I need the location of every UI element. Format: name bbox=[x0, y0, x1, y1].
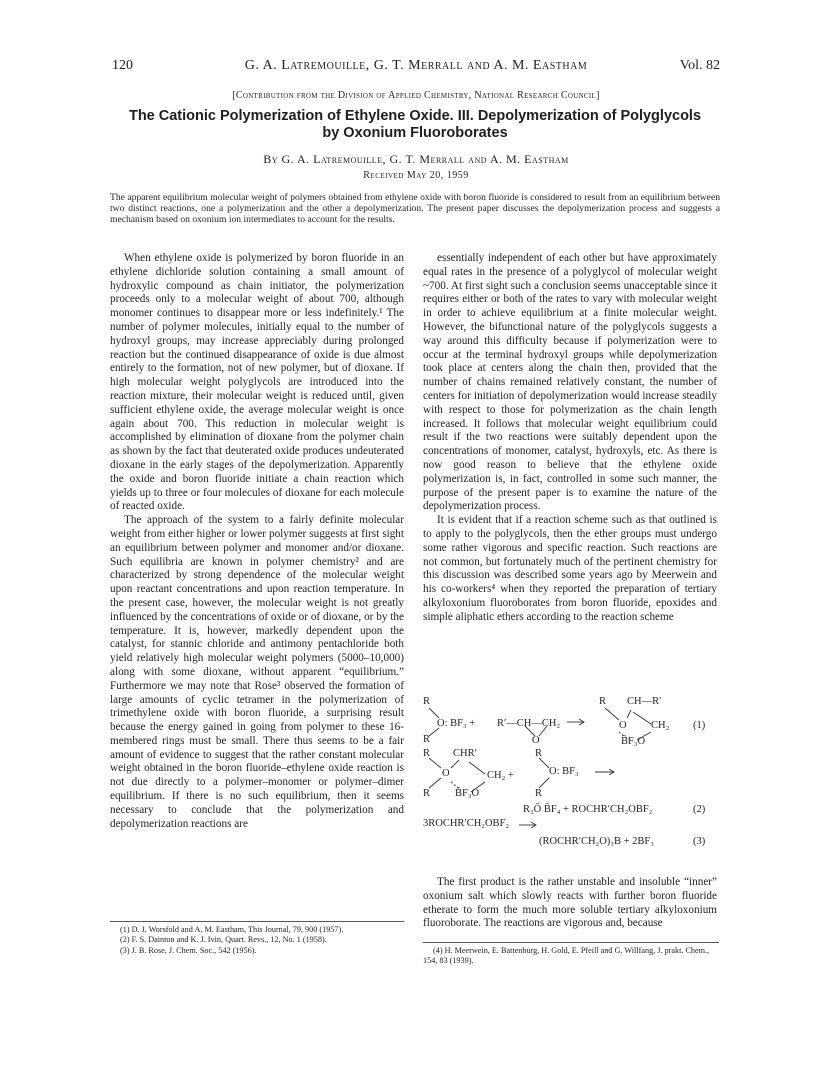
footnote-rule bbox=[423, 942, 719, 943]
scheme-epoxide: R′—CH—CH₂ bbox=[497, 718, 561, 729]
eq3-left: 3ROCHR′CH₂OBF₂ bbox=[423, 818, 510, 829]
scheme-o: O bbox=[532, 735, 540, 746]
footnote: (4) H. Meerwein, E. Battenburg, H. Gold, E. Pfeill and G. Willfang, J. prakt. Chem., 154, 83 (1939). bbox=[423, 946, 710, 966]
received-date: Received May 20, 1959 bbox=[363, 170, 469, 181]
right-column-continued bbox=[423, 876, 717, 931]
footnotes-right bbox=[423, 946, 719, 967]
footnote: (1) D. J. Worsfold and A. M. Eastham, This Journal, 79, 900 (1957). bbox=[120, 925, 344, 934]
scheme-o-bf3: O: BF₃ + bbox=[437, 718, 476, 729]
header-authors: G. A. Latremouille, G. T. Merrall and A. M. Eastham bbox=[244, 58, 588, 73]
footnotes-left bbox=[110, 925, 404, 956]
paragraph: When ethylene oxide is polymerized by boron fluoride in an ethylene dichloride solution containing a small amount of hydroxylic compound as chain initiator, the polymerization proceeds only to a molecular weight of about 700, although monomer continues to disappear more or less indefinitely.¹ The number of polymer molecules, initially equal to the number of hydroxyl groups, may increase appreciably during prolonged reaction but the continued disappearance of oxide is due almost entirely to the formation, not of new polymer, but of dioxane. If high molecular weight polyglycols are introduced into the reaction mixture, their molecular weight is reduced until, given sufficient ethylene oxide, the average molecular weight is once again about 700. This reduction in molecular weight is accomplished by elimination of dioxane from the polymer chain as shown by the fact that deuterated oxide produces undeuterated dioxane in the early stages of the depolymerization. Apparently the oxide and boron fluoride initiate a chain reaction which yields up to three or four molecules of dioxane for each molecule of reacted oxide. bbox=[110, 252, 404, 513]
paragraph: The first product is the rather unstable and insoluble “inner” oxonium salt which slowly reacts with further boron fluoride etherate to form the much more soluble tertiary alkyloxonium fluoroborate. The reactions are vigorous and, because bbox=[423, 876, 717, 930]
scheme-o: O bbox=[442, 768, 450, 779]
left-column bbox=[110, 252, 404, 831]
scheme-r: R bbox=[423, 734, 431, 745]
scheme-ch2-plus: CH₂ + bbox=[487, 770, 514, 781]
scheme-o: O bbox=[619, 720, 627, 731]
paragraph: It is evident that if a reaction scheme such as that outlined is to apply to the polyglycols, then the ether groups must undergo some rather vigorous and specific reaction. Such reactions are not common, but fortunately much of the pertinent chemistry for this discussion was described some years ago by Meerwein and his co-workers⁴ when they reported the preparation of tertiary alkyloxonium fluoroborates from boron fluoride, epoxides and simple aliphatic ethers according to the reaction scheme bbox=[423, 514, 717, 623]
scheme-r: R bbox=[535, 748, 543, 759]
paragraph: The approach of the system to a fairly definite molecular weight from either higher or lower polymer suggests at first sight an equilibrium between polymer and monomer and/or dioxane. Such equilibria are known in polymer chemistry² and are characterized by strong dependence of the molecular weight upon reactant concentrations and upon reaction temperature. In the present case, however, the molecular weight is not greatly influenced by the concentrations of oxide or of dioxane, or by the temperature. It is, however, markedly dependent upon the catalyst, for stannic chloride and antimony pentachloride both yield relatively high molecular weight polymers (5000–10,000) along with some dioxane, without apparent “equilibrium.” Furthermore we may note that Rose³ observed the formation of large amounts of cyclic tetramer in the polymerization of trimethylene oxide with boron fluoride, a surprising result because the energy gained in going from polymer to these 16-membered rings must be small. There thus seems to be a fair amount of evidence to suggest that the rather constant molecular weight obtained in the boron fluoride–ethylene oxide reaction is not due directly to a polymer–monomer or polymer–dimer equilibrium. If there is no such equilibrium, then it seems necessary to conclude that the polymerization and depolymerization reactions are bbox=[110, 514, 404, 830]
scheme-bf3o: B̄F₃O bbox=[621, 736, 646, 747]
eq1-number: (1) bbox=[693, 720, 706, 731]
eq2: R₃Ō B̄F₄ + ROCHR′CH₂OBF₂ bbox=[523, 804, 653, 815]
reaction-scheme bbox=[423, 696, 719, 872]
scheme-r: R bbox=[535, 788, 543, 799]
scheme-bf3o: B̄F₃O bbox=[455, 788, 480, 799]
contribution-line: [Contribution from the Division of Applied Chemistry, National Research Council] bbox=[232, 90, 600, 101]
scheme-r: R bbox=[423, 748, 431, 759]
footnote: (3) J. B. Rose, J. Chem. Soc., 542 (1956). bbox=[120, 945, 257, 955]
title-line-2: by Oxonium Fluoroborates bbox=[322, 125, 508, 141]
scheme-ch-r: CH—R′ bbox=[627, 696, 662, 707]
footnote: (2) F. S. Dainton and K. J. Ivin, Quart. Revs., 12, No. 1 (1958). bbox=[120, 935, 327, 945]
volume-label: Vol. 82 bbox=[679, 58, 720, 73]
eq3-right: (ROCHR′CH₂O)₃B + 2BF₃ bbox=[539, 836, 654, 847]
eq3-number: (3) bbox=[693, 836, 706, 847]
eq2-number: (2) bbox=[693, 804, 706, 815]
byline: By G. A. Latremouille, G. T. Merrall and A. M. Eastham bbox=[263, 152, 569, 166]
scheme-r: R bbox=[423, 696, 431, 707]
scheme-chr: CHR′ bbox=[453, 748, 477, 759]
scheme-o-bf3: O: BF₃ bbox=[549, 766, 579, 777]
right-column bbox=[423, 252, 717, 625]
article-title bbox=[100, 108, 730, 142]
page-number: 120 bbox=[112, 58, 133, 73]
running-header bbox=[112, 58, 720, 76]
title-line-1: The Cationic Polymerization of Ethylene Oxide. III. Depolymerization of Polyglycols bbox=[128, 108, 702, 124]
paragraph: essentially independent of each other but have approximately equal rates in the presence of a polyglycol of molecular weight ~700. At first sight such a conclusion seems unacceptable since it requires either or both of the rates to vary with molecular weight in order to achieve equilibrium at a finite molecular weight. However, the bifunctional nature of the polyglycols suggests a way around this difficulty because if polymerization were to occur at the terminal hydroxyl groups while depolymerization took place at centers along the chain then, provided that the number of chains remained relatively constant, the number of centers for initiation of depolymerization would increase steadily with respect to those for polymerization as the chain length increased. It follows that molecular weight equilibrium could result if the two reactions were suitably dependent upon the concentrations of monomer, catalyst, hydroxyls, etc. As there is now good reason to believe that the ethylene oxide polymerization is, in fact, controlled in some such manner, the purpose of the present paper is to examine the nature of the depolymerization process. bbox=[423, 252, 717, 513]
scheme-r: R bbox=[423, 788, 431, 799]
footnote-rule bbox=[110, 921, 404, 922]
abstract: The apparent equilibrium molecular weight of polymers obtained from ethylene oxide with boron fluoride is considered to result from an equilibrium between two distinct reactions, one a polymerization and the other a depolymerization. The present paper discusses the depolymerization process and suggests a mechanism based on oxonium ion intermediates to account for the results. bbox=[110, 192, 720, 225]
scheme-r: R bbox=[599, 696, 607, 707]
scheme-ch2: CH₂ bbox=[651, 720, 670, 731]
